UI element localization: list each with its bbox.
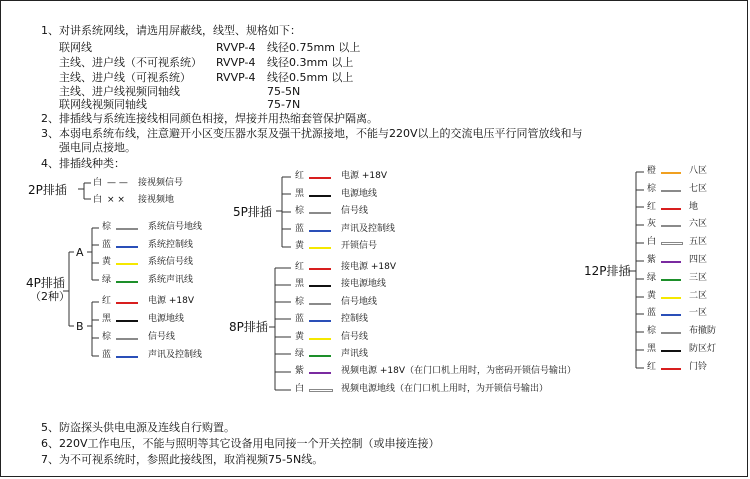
- wire-desc: 开锁信号: [341, 241, 378, 251]
- wire-desc: 七区: [689, 183, 708, 194]
- wire-desc: 信号地线: [341, 296, 378, 307]
- wire-color-label: 白: [295, 383, 305, 394]
- p2-desc: 接视频信号: [138, 178, 184, 188]
- wire-color-label: 绿: [295, 349, 305, 359]
- spec-name: 主线、进户线视频同轴线: [59, 85, 180, 98]
- note-5: 5、防盗探头供电电源及连线自行购置。: [41, 421, 235, 434]
- wire-desc: 电源 +18V: [341, 171, 388, 181]
- spec-name: 主线、进户线（可视系统）: [59, 71, 191, 84]
- note-2: 2、排插线与系统连接线相同颜色相接，焊接并用热缩套管保护隔离。: [41, 112, 378, 125]
- black-wire-line: [309, 195, 331, 197]
- purple-wire-line: [309, 372, 331, 374]
- wire-desc: 视频电源 +18V（在门口机上用时，为密码开锁信号输出）: [341, 366, 577, 377]
- red-wire-line: [661, 368, 681, 370]
- wire-color-label: 黄: [647, 290, 657, 301]
- note-7: 7、为不可视系统时，参照此接线图，取消视频75-5N线。: [41, 453, 324, 466]
- wire-desc: 系统信号地线: [148, 222, 203, 232]
- spec-name: 联网线视频同轴线: [59, 98, 147, 111]
- black-wire-line: [309, 285, 331, 287]
- wire-color-label: 棕: [647, 183, 657, 194]
- connector-brackets: [1, 1, 749, 478]
- spec-model: RVVP-4: [216, 71, 256, 84]
- p2-color: 白: [93, 178, 103, 188]
- wire-desc: 一区: [689, 308, 708, 319]
- p4-title: 4P排插: [26, 276, 65, 290]
- wire-color-label: 黄: [295, 331, 305, 342]
- red-wire-line: [661, 208, 681, 210]
- yellow-wire-line: [661, 297, 681, 299]
- wire-color-label: 黑: [295, 188, 305, 199]
- wire-desc: 接电源 +18V: [341, 262, 397, 272]
- wire-desc: 系统声讯线: [148, 274, 194, 285]
- blue-wire-line: [116, 246, 138, 248]
- wire-color-label: 白: [647, 237, 657, 248]
- gray-wire-line: [116, 228, 138, 230]
- wire-color-label: 红: [295, 171, 305, 181]
- spec-value: 线径0.3mm 以上: [267, 56, 354, 69]
- wire-desc: 控制线: [341, 314, 369, 325]
- note-3: 3、本弱电系统布线，注意避开小区变压器水泵及强干扰源接地，不能与220V以上的交流电压平行同管放线和与: [41, 127, 583, 140]
- wire-desc: 布撤防: [689, 326, 717, 337]
- blue-wire-line: [309, 230, 331, 232]
- p12-title: 12P排插: [584, 264, 631, 278]
- p5-title: 5P排插: [233, 205, 272, 219]
- wire-desc: 信号线: [341, 331, 369, 342]
- spec-value: 75-7N: [267, 98, 301, 111]
- gray-wire-line: [116, 338, 138, 340]
- green-wire-line: [116, 281, 138, 283]
- wire-desc: 三区: [689, 272, 708, 283]
- blue-wire-line: [116, 356, 138, 358]
- wire-desc: 信号线: [341, 206, 369, 216]
- spec-name: 联网线: [59, 41, 92, 54]
- wire-color-label: 绿: [647, 272, 657, 283]
- wire-desc: 电源地线: [341, 188, 378, 199]
- wire-desc: 接电源地线: [341, 279, 387, 290]
- wire-desc: 八区: [689, 166, 708, 176]
- note-6: 6、220V工作电压，不能与照明等其它设备用电同接一个开关控制（或串接连接）: [41, 437, 440, 450]
- wire-color-label: 灰: [647, 219, 657, 230]
- spec-value: 线径0.75mm 以上: [267, 41, 361, 54]
- wire-color-label: 棕: [295, 296, 305, 307]
- wire-color-label: 红: [295, 262, 305, 272]
- green-wire-line: [661, 279, 681, 281]
- wire-desc: 电源 +18V: [148, 296, 195, 306]
- red-wire-line: [309, 268, 331, 270]
- wire-color-label: 黄: [295, 241, 305, 251]
- white-wire-line: [661, 242, 683, 245]
- purple-wire-line: [661, 261, 681, 263]
- gray-wire-line: [309, 303, 331, 305]
- wire-color-label: 紫: [647, 255, 657, 265]
- yellow-wire-line: [309, 338, 331, 340]
- wire-color-label: 橙: [647, 166, 657, 176]
- spec-value: 线径0.5mm 以上: [267, 71, 354, 84]
- gray-wire-line: [661, 190, 681, 192]
- p2-cross-mark: × ×: [107, 195, 125, 205]
- yellow-wire-line: [116, 263, 138, 265]
- wire-desc: 防区灯: [689, 344, 717, 354]
- wire-desc: 信号线: [148, 332, 176, 342]
- wire-color-label: 蓝: [102, 350, 112, 360]
- p2-title: 2P排插: [28, 183, 67, 197]
- wire-color-label: 绿: [102, 274, 112, 285]
- wire-desc: 二区: [689, 290, 708, 301]
- wire-desc: 门铃: [689, 361, 708, 372]
- wire-color-label: 红: [647, 361, 657, 372]
- wire-color-label: 黑: [295, 279, 305, 290]
- wire-desc: 声讯及控制线: [341, 223, 396, 234]
- black-wire-line: [116, 320, 138, 322]
- wire-desc: 系统控制线: [148, 239, 194, 250]
- wire-color-label: 棕: [647, 326, 657, 337]
- p4-a-label: A: [76, 246, 84, 259]
- wire-color-label: 蓝: [647, 308, 657, 319]
- note-4: 4、排插线种类：: [41, 157, 125, 170]
- white-wire-line: [309, 389, 333, 392]
- gray-wire-line: [661, 332, 681, 334]
- blue-wire-line: [309, 320, 331, 322]
- wire-desc: 系统信号线: [148, 257, 194, 267]
- note-1: 1、对讲系统网线，请选用屏蔽线，线型、规格如下：: [41, 24, 301, 37]
- wire-color-label: 棕: [295, 206, 305, 216]
- orange-wire-line: [661, 172, 681, 174]
- spec-model: RVVP-4: [216, 41, 256, 54]
- p8-title: 8P排插: [229, 320, 268, 334]
- red-wire-line: [116, 302, 138, 304]
- wire-color-label: 红: [102, 296, 112, 306]
- blue-wire-line: [661, 314, 681, 316]
- p4-subtitle: （2种）: [30, 290, 70, 303]
- spec-name: 主线、进户线（不可视系统）: [59, 56, 202, 69]
- wire-desc: 六区: [689, 219, 708, 230]
- wire-color-label: 黑: [647, 344, 657, 354]
- spec-value: 75-5N: [267, 85, 301, 98]
- wire-desc: 五区: [689, 237, 708, 248]
- gray-wire-line: [661, 225, 681, 227]
- red-wire-line: [309, 177, 331, 179]
- wire-desc: 视频电源地线（在门口机上用时，为开锁信号输出）: [341, 383, 549, 394]
- wire-color-label: 蓝: [295, 314, 305, 325]
- wire-desc: 电源地线: [148, 314, 185, 324]
- wire-color-label: 蓝: [102, 239, 112, 250]
- p2-color: 白: [93, 195, 103, 205]
- note-3-cont: 强电同点接地。: [59, 141, 136, 154]
- wire-desc: 声讯线: [341, 349, 369, 359]
- spec-model: RVVP-4: [216, 56, 256, 69]
- green-wire-line: [309, 355, 331, 357]
- wire-desc: 声讯及控制线: [148, 350, 203, 360]
- wire-color-label: 蓝: [295, 223, 305, 234]
- gray-wire-line: [309, 212, 331, 214]
- wire-color-label: 红: [647, 201, 657, 212]
- p2-dash-mark: — —: [107, 178, 128, 188]
- wire-desc: 地: [689, 201, 699, 212]
- yellow-wire-line: [309, 247, 331, 249]
- wire-color-label: 黑: [102, 314, 112, 324]
- black-wire-line: [661, 350, 681, 352]
- p4-b-label: B: [76, 320, 84, 333]
- wire-color-label: 棕: [102, 332, 112, 342]
- wire-color-label: 黄: [102, 257, 112, 267]
- wire-desc: 四区: [689, 255, 708, 265]
- p2-desc: 接视频地: [138, 195, 175, 205]
- wire-color-label: 棕: [102, 222, 112, 232]
- wire-color-label: 紫: [295, 366, 305, 377]
